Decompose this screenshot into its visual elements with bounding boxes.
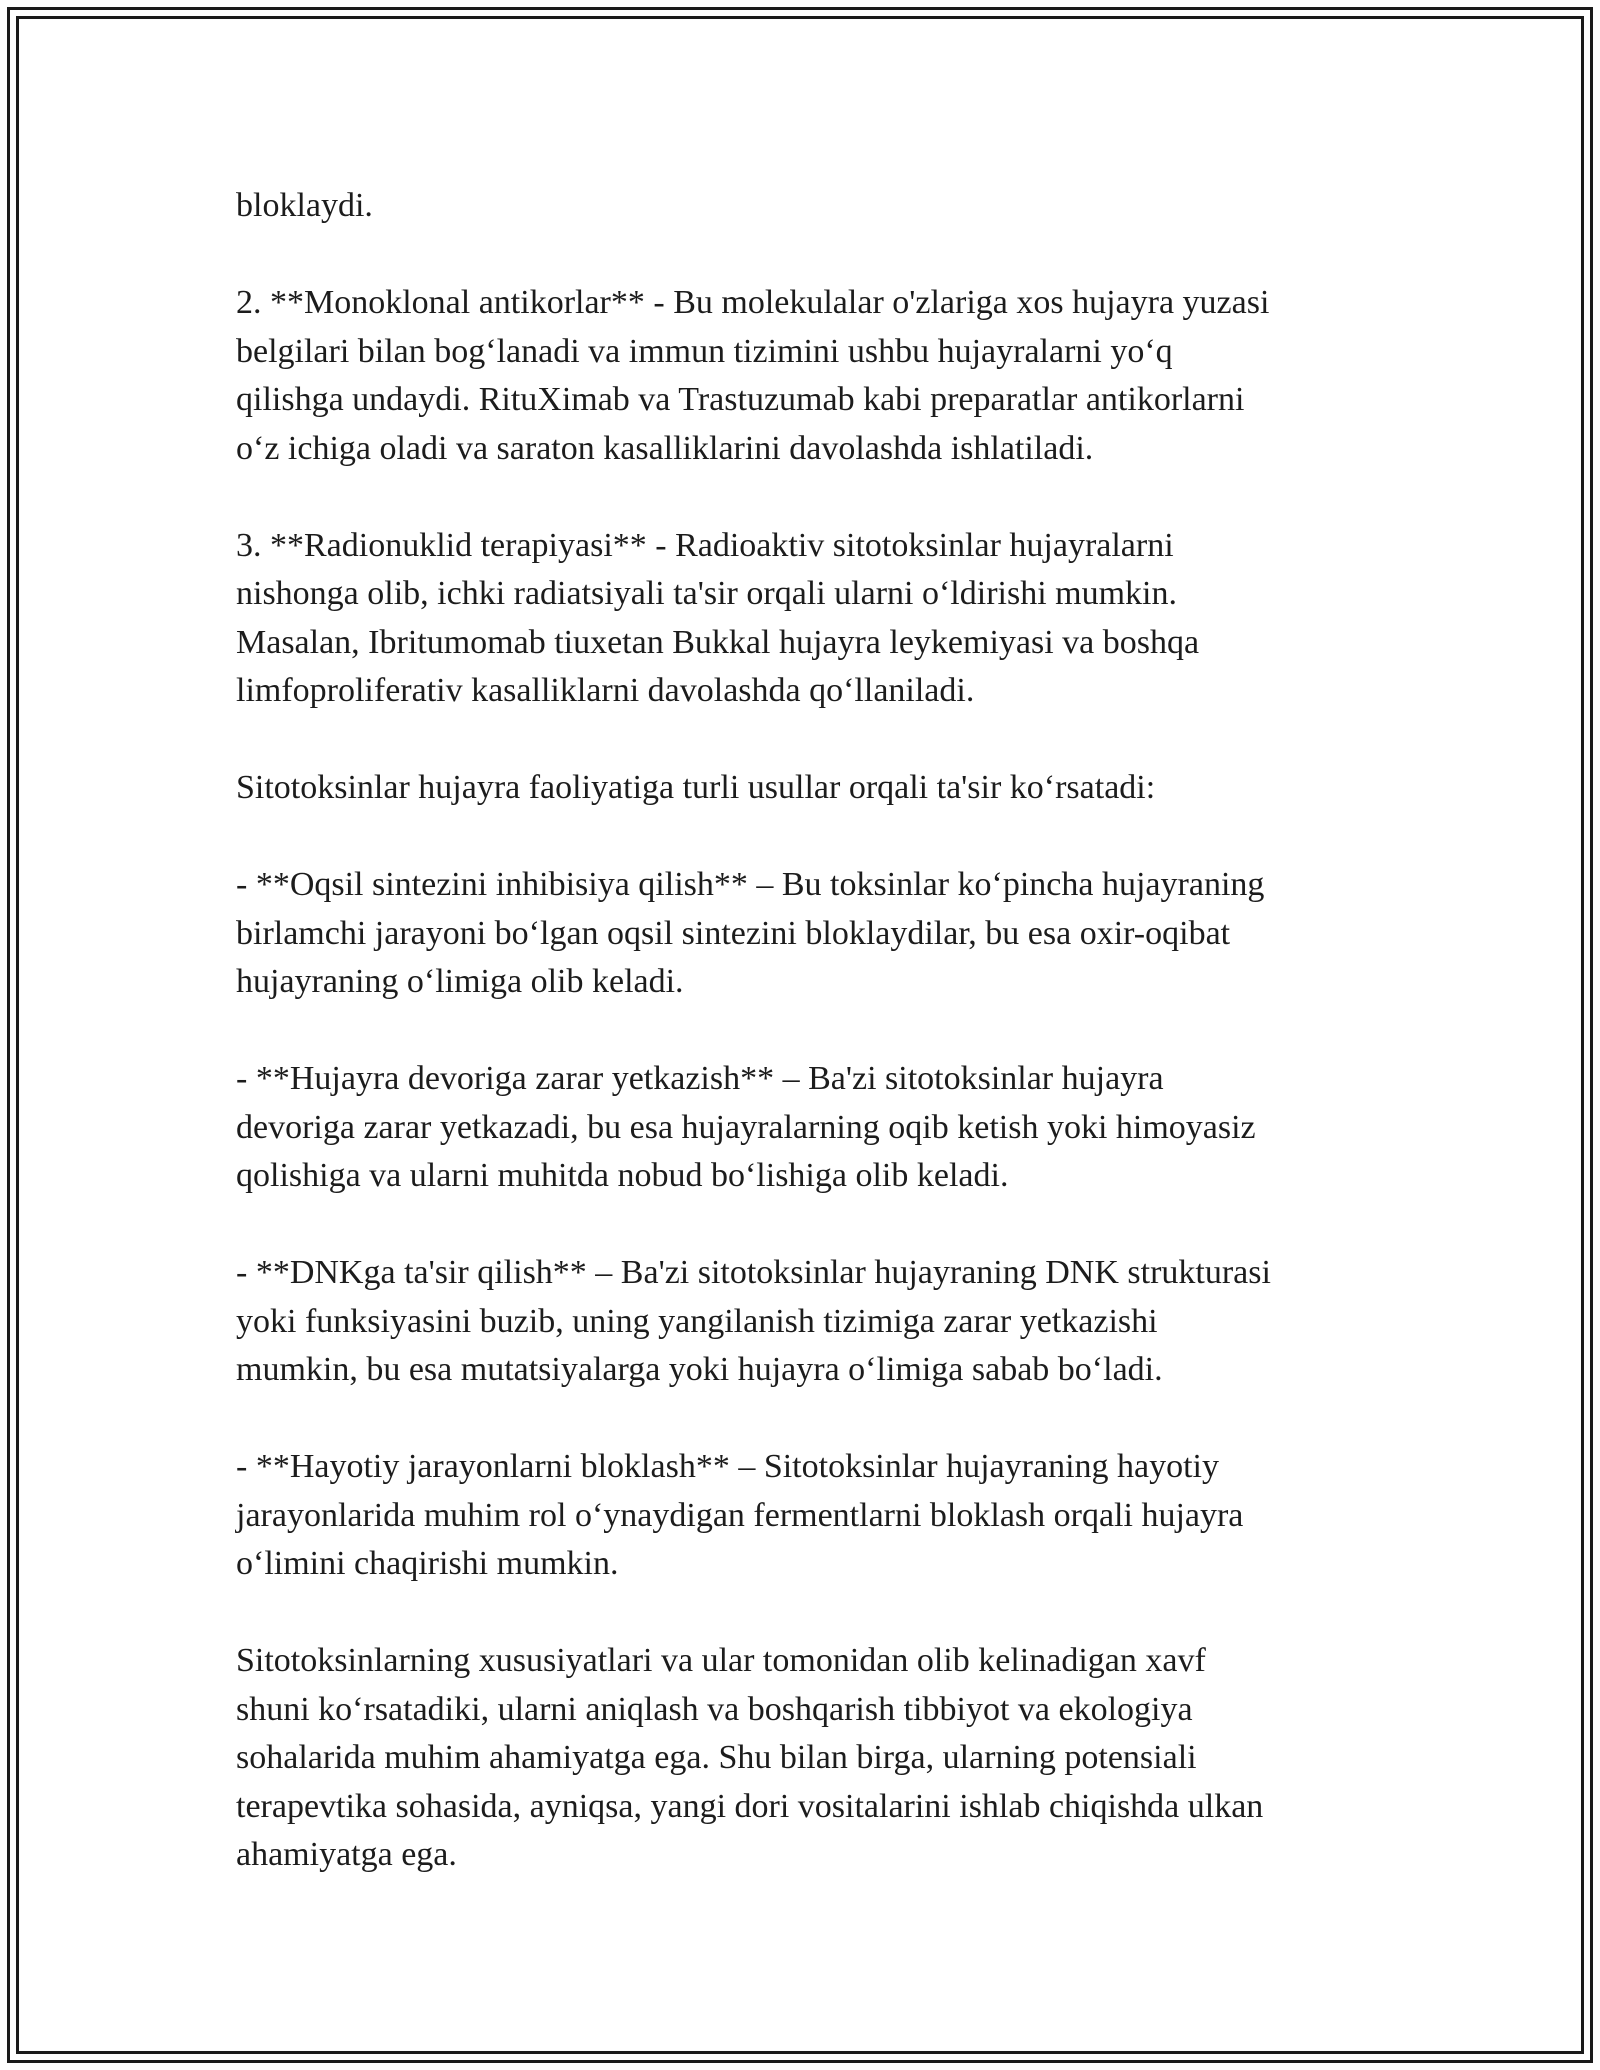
document-body [236, 182, 1376, 1880]
paragraph-radionuclide-therapy: 3. **Radionuklid terapiyasi** - Radioaktiv sitotoksinlar hujayralarni nishonga olib, ichki radiatsiyali ta'sir orqali ularni o‘ldirishi mumkin. Masalan, Ibritumomab tiuxetan Bukkal hujayra leykemiyasi va boshqa limfoproliferativ kasalliklarni davolashda qo‘llaniladi. [236, 526, 1200, 709]
paragraph-cell-wall-damage: - **Hujayra devoriga zarar yetkazish** – Ba'zi sitotoksinlar hujayra devoriga zarar yetkazadi, bu esa hujayralarning oqib ketish yoki himoyasiz qolishiga va ularni muhitda nobud bo‘lishiga olib keladi. [236, 1060, 1256, 1194]
paragraph-protein-synthesis: - **Oqsil sintezini inhibisiya qilish** – Bu toksinlar ko‘pincha hujayraning birlamchi jarayoni bo‘lgan oqsil sintezini bloklaydilar, bu esa oxir-oqibat hujayraning o‘limiga olib keladi. [236, 866, 1265, 1000]
paragraph-vital-processes: - **Hayotiy jarayonlarni bloklash** – Sitotoksinlar hujayraning hayotiy jarayonlarida muhim rol o‘ynaydigan fermentlarni bloklash orqali hujayra o‘limini chaqirishi mumkin. [236, 1448, 1244, 1582]
paragraph-monoclonal-antibodies: 2. **Monoklonal antikorlar** - Bu molekulalar o'zlariga xos hujayra yuzasi belgilari bilan bog‘lanadi va immun tizimini ushbu hujayralarni yo‘q qilishga undaydi. RituXimab va Trastuzumab kabi preparatlar antikorlarni o‘z ichiga oladi va saraton kasalliklarini davolashda ishlatiladi. [236, 284, 1270, 467]
paragraph-mechanisms-intro: Sitotoksinlar hujayra faoliyatiga turli usullar orqali ta'sir ko‘rsatadi: [236, 769, 1156, 806]
paragraph-conclusion: Sitotoksinlarning xususiyatlari va ular tomonidan olib kelinadigan xavf shuni ko‘rsatadiki, ularni aniqlash va boshqarish tibbiyot va ekologiya sohalarida muhim ahamiyatga ega. Shu bilan birga, ularning potensiali terapevtika sohasida, ayniqsa, yangi dori vositalarini ishlab chiqishda ulkan ahamiyatga ega. [236, 1642, 1264, 1873]
paragraph-dna-effect: - **DNKga ta'sir qilish** – Ba'zi sitotoksinlar hujayraning DNK strukturasi yoki funksiyasini buzib, uning yangilanish tizimiga zarar yetkazishi mumkin, bu esa mutatsiyalarga yoki hujayra o‘limiga sabab bo‘ladi. [236, 1254, 1271, 1388]
paragraph-continuation: bloklaydi. [236, 187, 373, 224]
